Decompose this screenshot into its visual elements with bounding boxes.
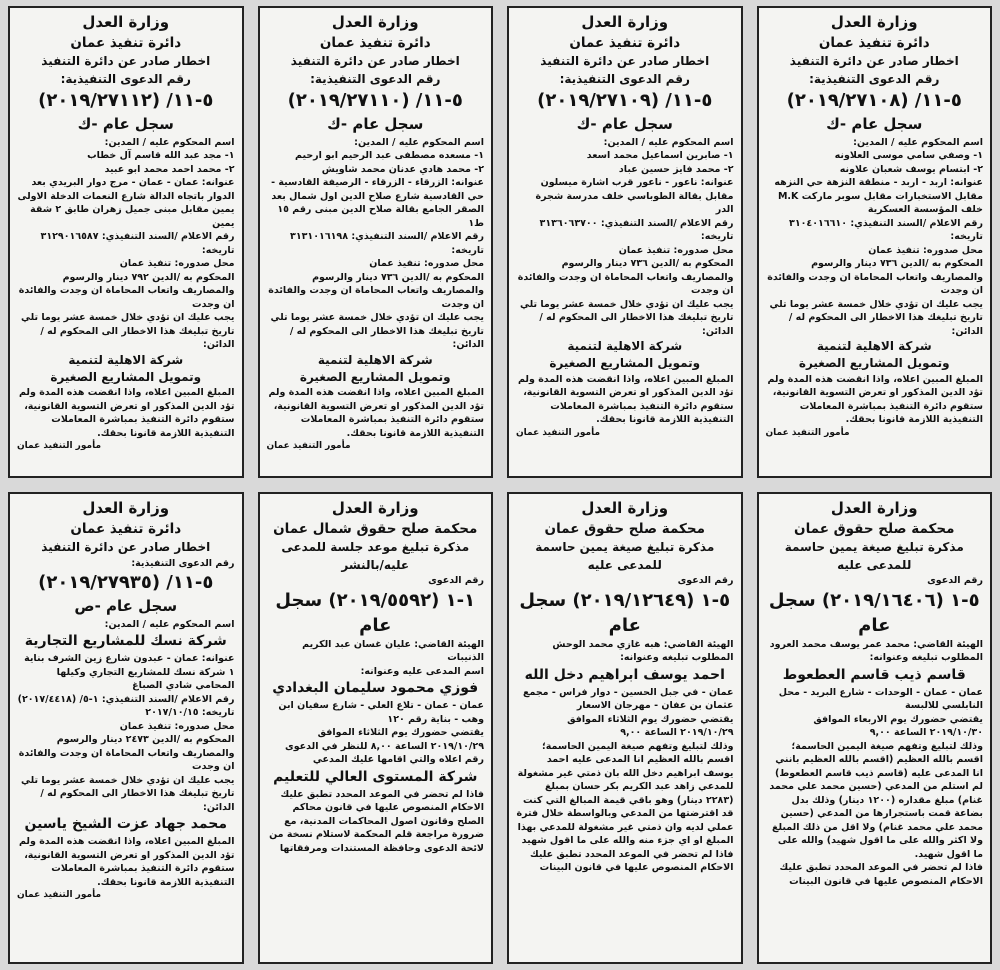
case-label: رقم الدعوى التنفيذية: [310, 71, 441, 86]
case-number: ٥-١ (٢٠١٩/١٢٦٤٩) سجل عام [519, 589, 731, 636]
subject-title: مذكرة تبليغ صيغة يمين حاسمة للمدعى عليه [784, 540, 964, 572]
notice-line: يقتضي حضورك يوم الاربعاء الموافق ٢٠١٩/١٠/٣٠ الساعة ٩,٠٠ [813, 713, 983, 739]
case-label: رقم الدعوى التنفيذية: [131, 557, 235, 569]
notice-line: سجل عام -ص [74, 597, 178, 616]
department-title: دائرة تنفيذ عمان [818, 34, 930, 51]
notice-line: شركة المستوى العالي للتعليم [273, 768, 478, 785]
ministry-title: وزارة العدل [581, 13, 669, 31]
case-label: رقم الدعوى التنفيذية: [809, 71, 940, 86]
notice-line: رقم الاعلام /السند التنفيذي: ٣١٠٤٠١٦٦١٠ تاريخه: [789, 217, 983, 243]
notice-line: رقم الاعلام /السند التنفيذي: ٣١٣٦٠٦٣٧٠٠ تاريخه: [539, 217, 734, 243]
case-number: ٥-١١/ (٢٠١٩/٢٧١٠٩) [537, 90, 713, 112]
subject-title: مذكرة تبليغ صيغة يمين حاسمة للمدعى عليه [535, 540, 715, 572]
notice-line: مأمور التنفيذ عمان [765, 427, 850, 438]
department-title: دائرة تنفيذ عمان [319, 34, 431, 51]
notice-line: الهيئة القاضي: عليان غسان عبد الكريم الذنيبات [302, 638, 484, 664]
notice-line: محل صدوره: تنفيذ عمان [119, 258, 235, 270]
notice-line: رقم الاعلام /السند التنفيذي: ٣١٢٩٠١٦٥٨٧ تاريخه: [40, 231, 235, 256]
notice-line: فاذا لم تحضر في الموعد المحدد تطبق عليك الاحكام المنصوص عليها في قانون البينات [779, 862, 983, 887]
notice-line: الهيئة القاضي: محمد عمر يوسف محمد العرود [769, 638, 983, 650]
notice-line: المبلغ المبين اعلاه، واذا انقضت هذه المدة ولم تؤد الدين المذكور او تعرض التسوية القانونية، ستقوم دائرة التنفيذ بمباشرة المعاملات التنفيذية اللازمة قانونا بحقك. [517, 373, 734, 426]
notice-line: يجب عليك ان تؤدي خلال خمسة عشر يوما تلي تاريخ تبليغك هذا الاخطار الى المحكوم له / الدائن: [270, 312, 484, 351]
notice-line: مأمور التنفيذ عمان [266, 441, 351, 452]
notice-line: مأمور التنفيذ عمان [17, 441, 102, 452]
ministry-title: وزارة العدل [331, 13, 419, 31]
court-title: محكمة صلح حقوق شمال عمان [273, 520, 478, 537]
debtor-label: اسم المحكوم عليه / المدين: [354, 136, 484, 148]
notice-line: يقتضي حضورك يوم الثلاثاء الموافق ٢٠١٩/١٠/٢٩ الساعة ٨,٠٠ للنظر في الدعوى رقم اعلاه والتي اقامها عليك المدعي [285, 727, 484, 766]
case-label: رقم الدعوى التنفيذية: [559, 71, 690, 86]
notice-line: فاذا لم تحضر في الموعد المحدد تطبق عليك الاحكام المنصوص عليها في قانون البينات [530, 848, 734, 874]
notice-line: عنوانه: الزرقاء - الزرقاء - الرصيفة القادسية - حي القادسية شارع صلاح الدين اول شمال بعد الصقر الجامع بقالة صلاح الدين مبنى رقم ١٥ ط١ [271, 177, 484, 229]
debtor-label: اسم المحكوم عليه / المدين: [853, 136, 983, 148]
case-number: ٥-١١/ (٢٠١٩/٢٧٩٣٥) [38, 572, 214, 594]
notice-line: محل صدوره: تنفيذ عمان [618, 244, 734, 256]
case-number: ١-١ (٢٠١٩/٥٥٩٢) سجل عام [275, 589, 476, 636]
execution-notice [757, 6, 993, 478]
court-notice [258, 492, 494, 964]
notice-line: المبلغ المبين اعلاه، واذا انقضت هذه المدة ولم تؤد الدين المذكور او تعرض التسوية القانونية، ستقوم دائرة التنفيذ بمباشرة المعاملات التنفيذية اللازمة قانونا بحقك. [268, 387, 484, 439]
notice-line: مأمور التنفيذ عمان [516, 427, 601, 438]
notice-type: اخطار صادر عن دائرة التنفيذ [41, 54, 211, 69]
court-notice [507, 492, 743, 964]
notice-line: محمد جهاد عزت الشيخ ياسين [24, 816, 228, 833]
notice-line: يجب عليك ان تؤدي خلال خمسة عشر يوما تلي تاريخ تبليغك هذا الاخطار الى المحكوم له / الدائن: [519, 298, 734, 337]
department-title: دائرة تنفيذ عمان [569, 34, 681, 51]
case-label: رقم الدعوى [428, 575, 484, 587]
court-title: محكمة صلح حقوق عمان [794, 520, 955, 537]
subject-title: اخطار صادر عن دائرة التنفيذ [41, 540, 211, 555]
notice-line: وتمويل المشاريع الصغيرة [299, 369, 451, 384]
debtor-label: اسم المحكوم عليه / المدين: [104, 136, 235, 148]
case-number: ٥-١١/ (٢٠١٩/٢٧١٠٨) [786, 90, 962, 112]
notice-line: محل صدوره: تنفيذ عمان [868, 244, 983, 256]
court-title: محكمة صلح حقوق عمان [544, 520, 705, 537]
notice-line: مأمور التنفيذ عمان [17, 890, 102, 901]
court-title: دائرة تنفيذ عمان [70, 520, 182, 537]
notice-line: المطلوب تبليغه وعنوانه: [620, 652, 734, 664]
ministry-title: وزارة العدل [830, 499, 918, 517]
notice-line: فاذا لم تحضر في الموعد المحدد تطبق عليك الاحكام المنصوص عليها في قانون محاكم الصلح وقانون اصول المحاكمات المدنية، مع ضرورة مراجعة قلم المحكمة لاستلام نسخة من لائحة الدعوى وحافظة المستندات ومرفقاتها [269, 788, 484, 854]
ministry-title: وزارة العدل [830, 13, 918, 31]
court-notice [8, 492, 244, 964]
notice-type: اخطار صادر عن دائرة التنفيذ [290, 54, 460, 69]
ministry-title: وزارة العدل [82, 499, 170, 517]
notice-line: يقتضي حضورك يوم الثلاثاء الموافق ٢٠١٩/١٠/٢٩ الساعة ٩,٠٠ [567, 713, 734, 739]
case-label: رقم الدعوى [677, 575, 734, 587]
execution-notice [507, 6, 743, 478]
subject-title: مذكرة تبليغ موعد جلسة للمدعى عليه/بالنشر [281, 540, 470, 572]
execution-notice [8, 6, 244, 478]
notice-line: المحكوم به /الدين ٢٤٧٣ دينار والرسوم والمصاريف واتعاب المحاماة ان وجدت والفائدة ان وجدت [18, 734, 235, 773]
notice-line: رقم الاعلام /السند التنفيذي: ١-٥/ (٢٠١٧/٤٤١٨) تاريخه: ٢٠١٧/١٠/١٥ [17, 693, 235, 719]
notice-line: المبلغ المبين اعلاه، واذا انقضت هذه المدة ولم تؤد الدين المذكور او تعرض التسوية القانونية، ستقوم دائرة التنفيذ بمباشرة المعاملات التنفيذية اللازمة قانونا بحقك. [18, 387, 235, 439]
notice-line: احمد يوسف ابراهيم دخل الله [524, 666, 725, 683]
notice-line: ٢- محمد هادي عدنان محمد شاويش [321, 163, 484, 175]
notice-line: يجب عليك ان تؤدي خلال خمسة عشر يوما تلي تاريخ تبليغك هذا الاخطار الى المحكوم له / الدائن: [20, 774, 235, 813]
notice-line: شركة الاهلية لتنمية [68, 352, 184, 367]
register-label: سجل عام -ك [77, 115, 174, 134]
notice-line: عنوانه: اربد - اربد - منطقة النزهة حي النزهه مقابل الاستخبارات مقابل سوبر ماركت M.K خلف المؤسسة العسكرية [774, 177, 983, 216]
notice-line: ١- مجد عبد الله قاسم آل خطاب [87, 150, 235, 162]
notice-line: عنوانه: عمان - عبدون شارع زين الشرف بناية ١ شركة نسك للمشاريع التجاري وكيلها المحامي شادي الصباغ [24, 653, 235, 692]
notice-line: شركة نسك للمشاريع التجارية [24, 633, 227, 650]
case-number: ٥-١١/ (٢٠١٩/٢٧١١٠) [287, 90, 463, 112]
notice-line: المحكوم به /الدين ٧٣٦ دينار والرسوم والمصاريف واتعاب المحاماة ان وجدت والفائدة ان وجدت [268, 271, 484, 310]
notice-line: ٢- محمد فايز حسين عباد [618, 163, 734, 175]
notice-line: يجب عليك ان تؤدي خلال خمسة عشر يوما تلي تاريخ تبليغك هذا الاخطار الى المحكوم له / الدائن: [20, 312, 235, 351]
ministry-title: وزارة العدل [82, 13, 170, 31]
notice-line: وذلك لتبليغ وتفهم صيغة اليمين الحاسمة؛ اقسم بالله العظيم (اقسم بالله العظيم بانني انا المدعى عليه (قاسم ذيب قاسم العطعوط) لم استلم من المدعي (حسين محمد علي محمد غنام) مبلغ مقداره (١٢٠٠ دينار) وذلك بدل بضاعة قمت باستجرارها من المدعي (حسين محمد علي محمد غنام) ولا اقل من ذلك المبلغ ولا اكثر والله على ما اقول شهيد) والله على ما اقول شهيد. [769, 740, 983, 860]
notice-line: يجب عليك ان تؤدي خلال خمسة عشر يوما تلي تاريخ تبليغك هذا الاخطار الى المحكوم له / الدائن: [769, 298, 983, 337]
notice-line: عمان - عمان - تلاع العلي - شارع سفيان ابن وهب - بناية رقم ١٢٠ [278, 700, 484, 725]
debtor-label: اسم المحكوم عليه / المدين: [603, 136, 734, 148]
notice-line: محل صدوره: تنفيذ عمان [119, 720, 235, 732]
court-notice [757, 492, 993, 964]
notice-line: ١- صابرين اسماعيل محمد اسعد [586, 150, 734, 162]
notice-line: ٢- محمد احمد محمد ابو عبيد [104, 163, 235, 175]
ministry-title: وزارة العدل [581, 499, 669, 517]
case-number: ٥-١١/ (٢٠١٩/٢٧١١٢) [38, 90, 214, 112]
notice-line: المحكوم به /الدين ٧٣٦ دينار والرسوم والمصاريف واتعاب المحاماة ان وجدت والفائدة ان وجدت [767, 258, 983, 297]
notice-line: وذلك لتبليغ وتفهم صيغة اليمين الحاسمة؛ اقسم بالله العظيم انا المدعى عليه احمد يوسف ابراهيم دخل الله بان ذمتي غير مشغولة للمدعي زاهد عبد الكريم بكر حسان بمبلغ (٢٢٨٣ دينار) وهو باقي قيمة المبالغ التي كنت قد اقترضتها من المدعي وبالواسطة خلال فترة عملي لديه وان ذمتي غير مشغولة للمدعي بهذا المبلغ او اي جزء منه والله على ما اقول شهيد [516, 740, 734, 847]
notice-line: محل صدوره: تنفيذ عمان [369, 258, 484, 270]
ministry-title: وزارة العدل [331, 499, 419, 517]
notice-line: شركة الاهلية لتنمية [816, 339, 932, 354]
notice-line: عنوانه: عمان - عمان - مرج دوار البريدي بعد الدوار باتجاه الدالة شارع النعمات الدخلة الاولى يمين مقابل مبنى جميل زهران طابق ٢ شقة يمين [17, 177, 235, 229]
notice-type: اخطار صادر عن دائرة التنفيذ [540, 54, 710, 69]
register-label: سجل عام -ك [826, 115, 923, 134]
register-label: سجل عام -ك [576, 115, 673, 134]
notice-line: وتمويل المشاريع الصغيرة [549, 356, 701, 371]
notice-line: ١- وصفي سامي موسى العلاونه [834, 150, 983, 162]
notice-line: شركة الاهلية لتنمية [317, 352, 433, 367]
notice-line: اسم المحكوم عليه / المدين: [104, 618, 235, 630]
notice-line: قاسم ذيب قاسم العطعوط [782, 666, 966, 683]
notice-line: عنوانه: ناعور - ناعور قرب اشارة ميسلون مقابل بقالة الطوباسي خلف مدرسة شجرة الدر [535, 177, 734, 216]
notice-line: وتمويل المشاريع الصغيرة [798, 356, 950, 371]
notice-line: اسم المدعى عليه وعنوانه: [360, 665, 484, 677]
notice-line: ١- مسعده مصطفى عبد الرحيم ابو ارحيم [295, 150, 484, 162]
register-label: سجل عام -ك [327, 115, 424, 134]
department-title: دائرة تنفيذ عمان [70, 34, 182, 51]
notice-line: فوزي محمود سليمان البغدادي [272, 680, 479, 697]
notice-line: عمان - عمان - الوحدات - شارع البريد - محل النابلسي للالبسة [778, 686, 983, 712]
notice-type: اخطار صادر عن دائرة التنفيذ [789, 54, 959, 69]
notice-line: ٢- ابتسام يوسف شعبان علاونه [839, 163, 983, 175]
execution-notice [258, 6, 494, 478]
notice-line: المبلغ المبين اعلاه، واذا انقضت هذه المدة ولم تؤد الدين المذكور او تعرض التسوية القانونية، ستقوم دائرة التنفيذ بمباشرة المعاملات التنفيذية اللازمة قانونا بحقك. [18, 836, 235, 888]
case-label: رقم الدعوى التنفيذية: [60, 71, 191, 86]
notice-line: وتمويل المشاريع الصغيرة [50, 369, 202, 384]
notice-line: المطلوب تبليغه وعنوانه: [869, 652, 983, 664]
notice-line: المحكوم به /الدين ٧٩٢ دينار والرسوم والمصاريف واتعاب المحاماة ان وجدت والفائدة ان وجدت [18, 271, 235, 310]
notice-line: شركة الاهلية لتنمية [567, 339, 683, 354]
notice-line: المبلغ المبين اعلاه، واذا انقضت هذه المدة ولم تؤد الدين المذكور او تعرض التسوية القانونية، ستقوم دائرة التنفيذ بمباشرة المعاملات التنفيذية اللازمة قانونا بحقك. [767, 373, 983, 426]
case-number: ٥-١ (٢٠١٩/١٦٤٠٦) سجل عام [768, 589, 980, 636]
notice-line: الهيئة القاضي: هبه غازي محمد الوحش [552, 638, 734, 650]
notice-line: المحكوم به /الدين ٧٣٦ دينار والرسوم والمصاريف واتعاب المحاماة ان وجدت والفائدة ان وجدت [517, 258, 734, 297]
notice-line: رقم الاعلام /السند التنفيذي: ٣١٣١٠١٦١٩٨ تاريخه: [290, 231, 484, 256]
notice-line: عمان - في جبل الحسين - دوار فراس - مجمع عثمان بن عفان - مهرجان الاسعار [522, 686, 734, 712]
case-label: رقم الدعوى [927, 575, 983, 587]
